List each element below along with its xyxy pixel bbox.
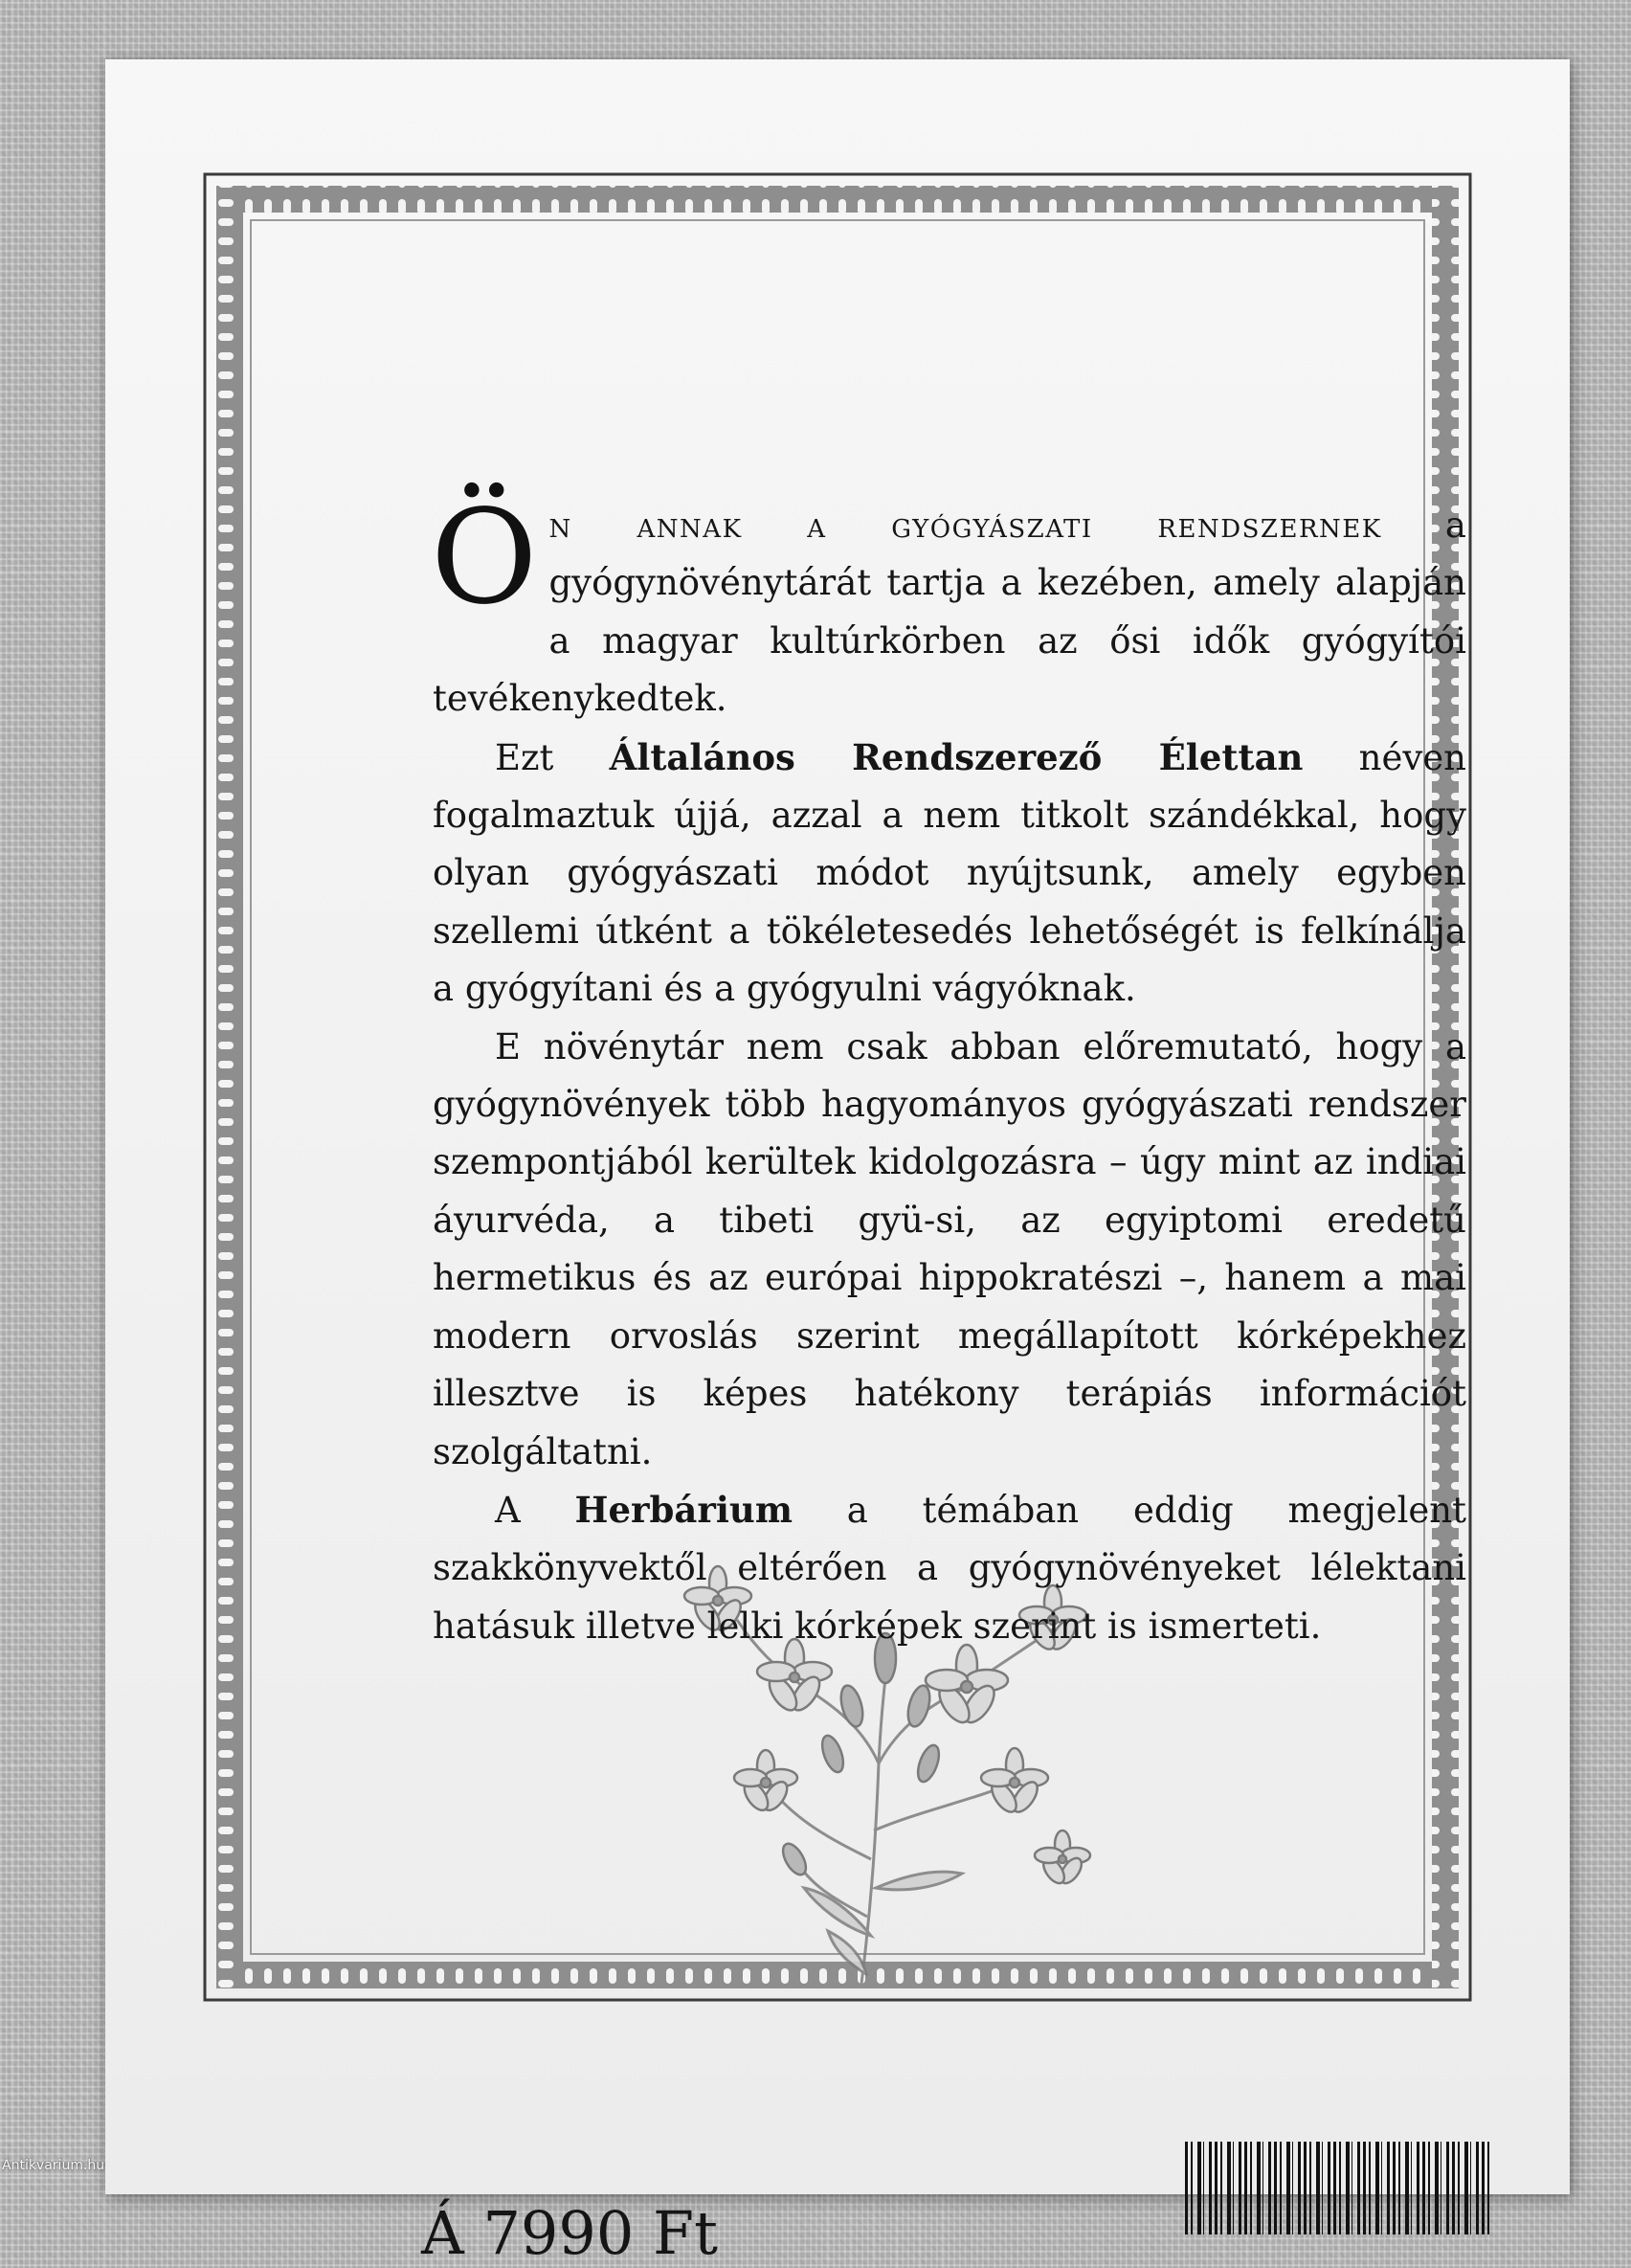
paragraph-2 (433, 729, 1466, 1019)
price-label: Á 7990 Ft (421, 2198, 718, 2268)
paragraph-3 (433, 1019, 1466, 1481)
paragraph-4-post: a témában eddig megjelent szakkönyvektől eltérően a gyógynövényeket lélektani hatásuk illetve lelki kórképek szerint is ismerteti. (433, 1489, 1466, 1647)
drop-cap: Ö (431, 483, 538, 634)
paragraph-3-text: E növénytár nem csak abban előremutató, hogy a gyógynövények több hagyományos gyógyászati rendszer szempontjából kerültek kidolgozásra – úgy mint az indiai áyurvéda, a tibeti gyü-si, az egyiptomi eredetű hermetikus és az európai hippokratészi –, hanem a mai modern orvoslás szerint megállapított kórképekhez illesztve is képes hatékony terápiás információt szolgáltatni. (433, 1025, 1466, 1472)
system-name-bold: Általános Rendszerező Élettan (609, 735, 1304, 778)
paragraph-1 (431, 483, 1466, 729)
book-title-bold: Herbárium (574, 1488, 793, 1531)
paragraph-2-post: néven fogalmaztuk újjá, azzal a nem titkolt szándékkal, hogy olyan gyógyászati módot nyújtsunk, amely egyben szellemi útként a tökéletesedés lehetőségét is felkínálja a gyógyítani és a gyógyulni vágyóknak. (433, 736, 1466, 1010)
paragraph-2-pre: Ezt (495, 736, 610, 778)
paragraph-4-pre: A (495, 1489, 575, 1531)
paragraph-4 (433, 1481, 1466, 1655)
small-caps-lead: n annak a gyógyászati rendszernek (548, 505, 1382, 546)
description-text (431, 483, 1466, 1655)
back-cover-page (105, 59, 1570, 2268)
paragraph-1-text: a gyógynövénytárát tartja a kezében, amely alapján a magyar kultúrkörben az ősi idők gyógyítói tevékenykedtek. (433, 505, 1466, 720)
barcode (1185, 2142, 1489, 2234)
watermark: Antikvarium.hu (2, 2158, 105, 2173)
